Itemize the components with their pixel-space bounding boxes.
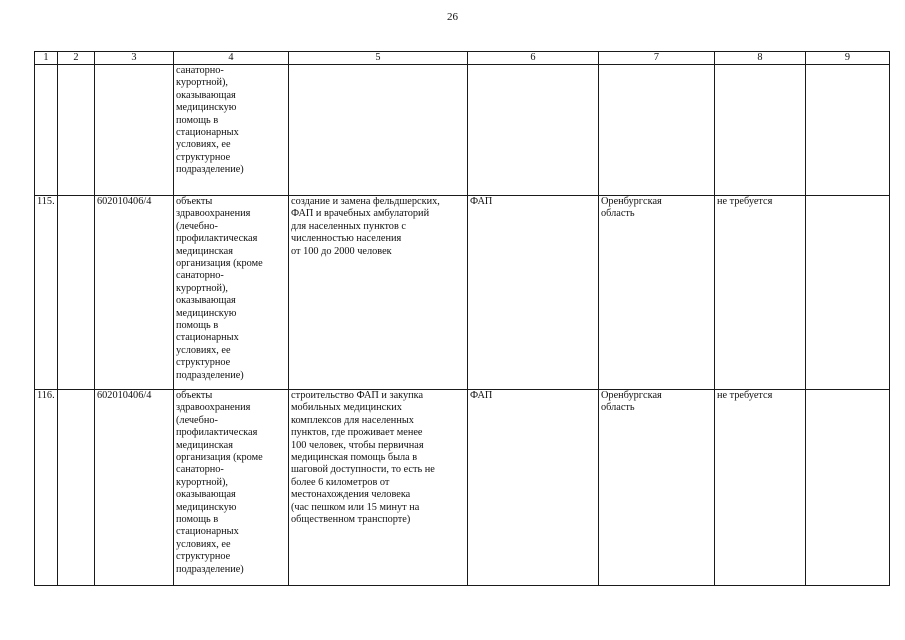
header-row	[35, 52, 890, 65]
table-cell	[35, 65, 58, 196]
type-cell: ФАП	[468, 390, 599, 586]
object-cell: объекты здравоохранения (лечебно- профилактическая медицинская организация (кроме санаторно- курортной), оказывающая медицинскую помощь в стационарных условиях, ее структурное подразделение)	[174, 390, 289, 586]
column-header-4: 4	[174, 52, 289, 65]
table-cell	[599, 65, 715, 196]
table-cell	[468, 65, 599, 196]
table-row	[35, 390, 890, 586]
column-header-1: 1	[35, 52, 58, 65]
region-cell: Оренбургская область	[599, 196, 715, 390]
row-number-cell: 115.	[35, 196, 58, 390]
requirement-cell: не требуется	[715, 196, 806, 390]
object-cell: санаторно- курортной), оказывающая медицинскую помощь в стационарных условиях, ее структурное подразделение)	[174, 65, 289, 196]
column-header-5: 5	[289, 52, 468, 65]
region-cell: Оренбургская область	[599, 390, 715, 586]
table-cell	[806, 390, 890, 586]
object-cell: объекты здравоохранения (лечебно- профилактическая медицинская организация (кроме санаторно- курортной), оказывающая медицинскую помощь в стационарных условиях, ее структурное подразделение)	[174, 196, 289, 390]
table-row	[35, 196, 890, 390]
type-cell: ФАП	[468, 196, 599, 390]
page-number: 26	[447, 11, 458, 23]
code-cell: 602010406/4	[95, 196, 174, 390]
code-cell: 602010406/4	[95, 390, 174, 586]
column-header-8: 8	[715, 52, 806, 65]
table-cell	[58, 65, 95, 196]
table-cell	[289, 65, 468, 196]
description-cell: строительство ФАП и закупка мобильных медицинских комплексов для населенных пунктов, где проживает менее 100 человек, чтобы первичная медицинская помощь была в шаговой доступности, то есть не более 6 километров от местонахождения человека (час пешком или 15 минут на общественном транспорте)	[289, 390, 468, 586]
table-cell	[715, 65, 806, 196]
table-cell	[806, 196, 890, 390]
table-cell	[806, 65, 890, 196]
document-table	[34, 51, 890, 586]
column-header-6: 6	[468, 52, 599, 65]
table-row-continuation	[35, 65, 890, 196]
table-cell	[58, 390, 95, 586]
column-header-3: 3	[95, 52, 174, 65]
row-number-cell: 116.	[35, 390, 58, 586]
column-header-9: 9	[806, 52, 890, 65]
table-cell	[95, 65, 174, 196]
table-cell	[58, 196, 95, 390]
column-header-2: 2	[58, 52, 95, 65]
requirement-cell: не требуется	[715, 390, 806, 586]
description-cell: создание и замена фельдшерских, ФАП и врачебных амбулаторий для населенных пунктов с численностью населения от 100 до 2000 человек	[289, 196, 468, 390]
column-header-7: 7	[599, 52, 715, 65]
